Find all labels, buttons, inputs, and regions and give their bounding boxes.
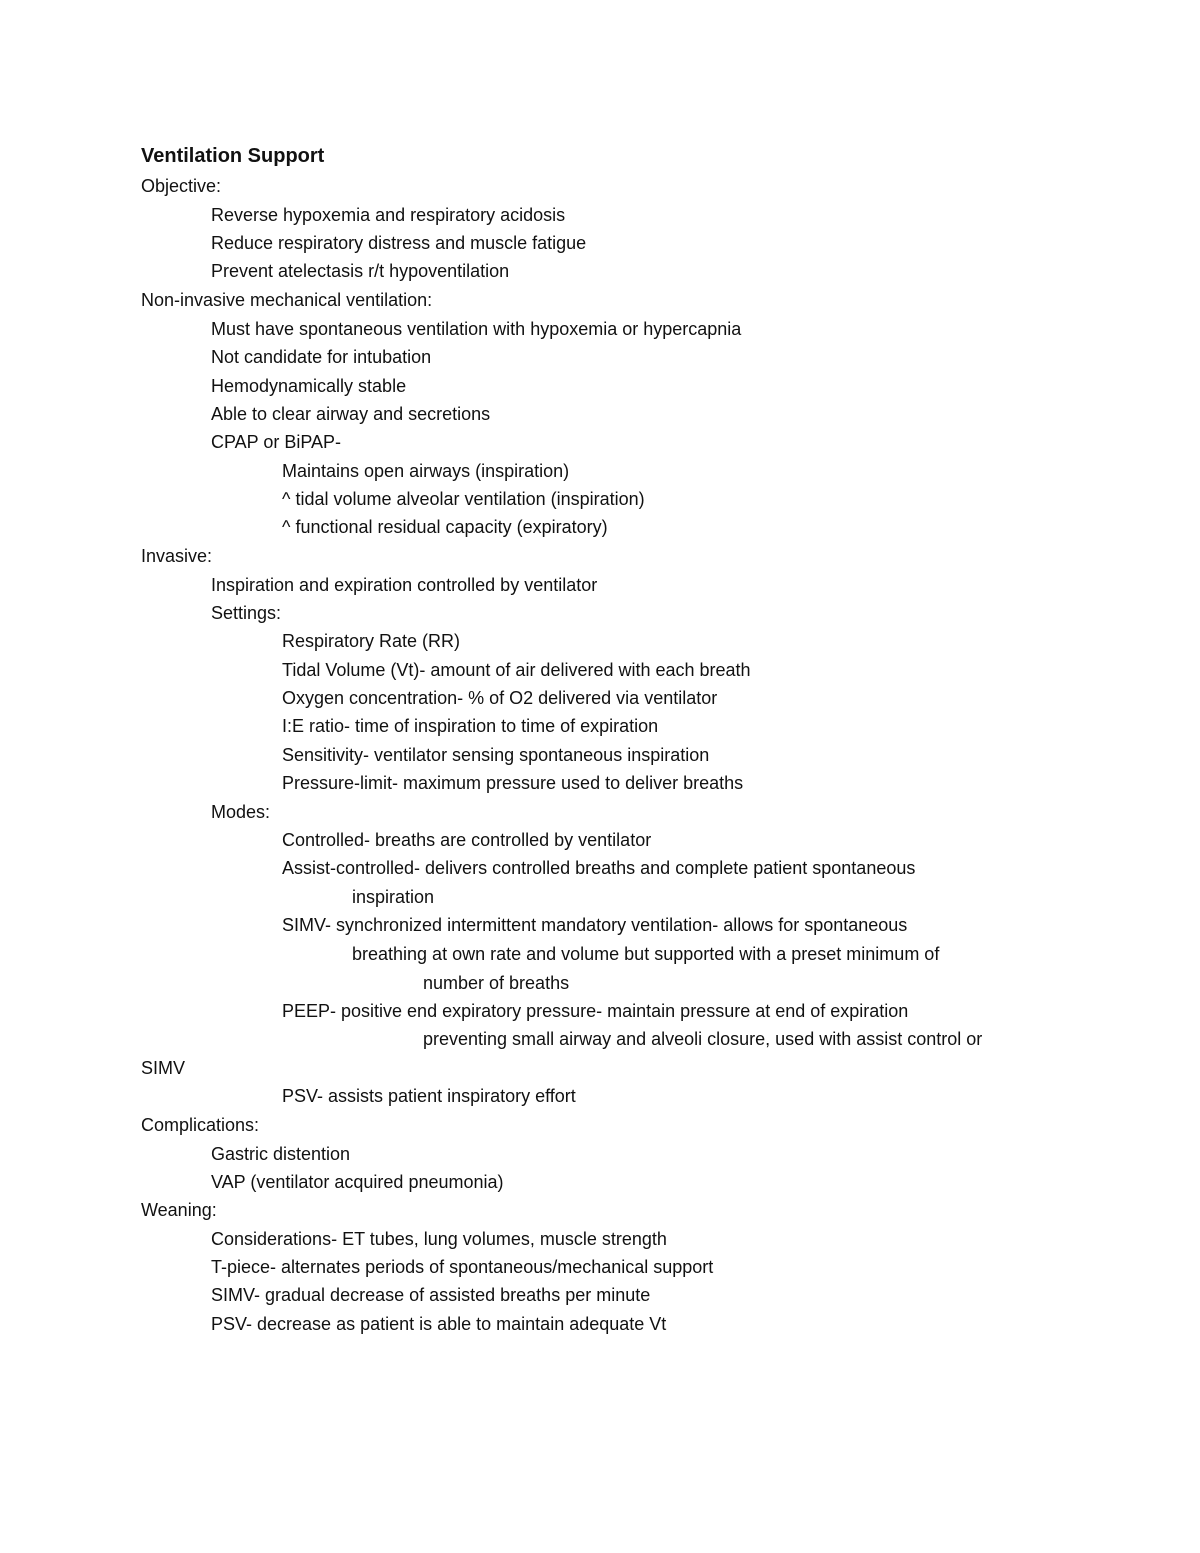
list-item: Must have spontaneous ventilation with hypoxemia or hypercapnia: [211, 319, 742, 339]
section-heading-invasive: Invasive:: [141, 546, 213, 566]
list-item: Prevent atelectasis r/t hypoventilation: [211, 261, 510, 281]
list-item: T-piece- alternates periods of spontaneous/mechanical support: [211, 1257, 714, 1277]
list-item: I:E ratio- time of inspiration to time of expiration: [282, 716, 659, 736]
list-item-continuation: SIMV: [141, 1058, 186, 1078]
list-item: SIMV- synchronized intermittent mandatory ventilation- allows for spontaneous: [282, 915, 908, 935]
section-heading-objective: Objective:: [141, 176, 222, 196]
list-item: Respiratory Rate (RR): [282, 631, 461, 651]
section-heading-complications: Complications:: [141, 1115, 260, 1135]
list-item: Oxygen concentration- % of O2 delivered via ventilator: [282, 688, 718, 708]
list-item: Tidal Volume (Vt)- amount of air delivered with each breath: [282, 660, 751, 680]
list-item: Considerations- ET tubes, lung volumes, muscle strength: [211, 1229, 667, 1249]
list-item-continuation: preventing small airway and alveoli closure, used with assist control or: [423, 1029, 983, 1049]
subheading-settings: Settings:: [211, 603, 282, 623]
list-item: PSV- decrease as patient is able to maintain adequate Vt: [211, 1314, 667, 1334]
subheading-modes: Modes:: [211, 802, 271, 822]
list-item: Not candidate for intubation: [211, 347, 432, 367]
list-item: Sensitivity- ventilator sensing spontaneous inspiration: [282, 745, 710, 765]
list-item: Inspiration and expiration controlled by ventilator: [211, 575, 598, 595]
list-item: ^ tidal volume alveolar ventilation (inspiration): [282, 489, 645, 509]
section-heading-weaning: Weaning:: [141, 1200, 217, 1220]
list-item: PEEP- positive end expiratory pressure- maintain pressure at end of expiration: [282, 1001, 909, 1021]
list-item: SIMV- gradual decrease of assisted breaths per minute: [211, 1285, 651, 1305]
list-item: CPAP or BiPAP-: [211, 432, 342, 452]
list-item-continuation: breathing at own rate and volume but supported with a preset minimum of: [352, 944, 940, 964]
list-item: ^ functional residual capacity (expiratory): [282, 517, 608, 537]
list-item: Gastric distention: [211, 1144, 351, 1164]
list-item-continuation: number of breaths: [423, 973, 570, 993]
list-item: Able to clear airway and secretions: [211, 404, 491, 424]
list-item: Reverse hypoxemia and respiratory acidosis: [211, 205, 566, 225]
section-heading-non-invasive: Non-invasive mechanical ventilation:: [141, 290, 433, 310]
list-item: Controlled- breaths are controlled by ventilator: [282, 830, 652, 850]
list-item: PSV- assists patient inspiratory effort: [282, 1086, 576, 1106]
list-item-continuation: inspiration: [352, 887, 435, 907]
list-item: Maintains open airways (inspiration): [282, 461, 570, 481]
list-item: Hemodynamically stable: [211, 376, 407, 396]
list-item: VAP (ventilator acquired pneumonia): [211, 1172, 504, 1192]
list-item: Pressure-limit- maximum pressure used to deliver breaths: [282, 773, 744, 793]
list-item: Assist-controlled- delivers controlled breaths and complete patient spontaneous: [282, 858, 916, 878]
document-title: Ventilation Support: [141, 145, 325, 167]
list-item: Reduce respiratory distress and muscle fatigue: [211, 233, 587, 253]
